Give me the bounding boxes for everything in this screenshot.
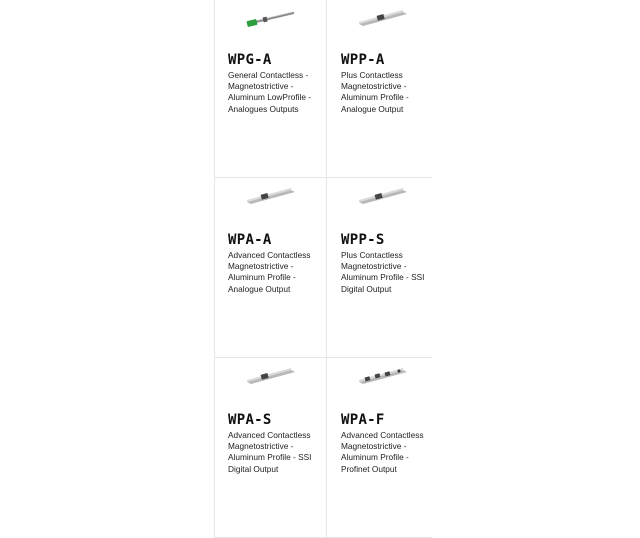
product-name[interactable]: WPP-A: [341, 52, 385, 68]
aluminum-profile-sensor-icon: [355, 186, 411, 206]
product-card-wpp-a[interactable]: [326, 0, 432, 178]
aluminum-profile-sensor-icon: [243, 186, 299, 206]
product-description: Plus Contactless Magnetostrictive - Aluminum Profile - Analogue Output: [341, 70, 409, 114]
product-name[interactable]: WPA-A: [228, 232, 272, 248]
green-connector-sensor-rod-icon: [243, 8, 299, 28]
product-grid: [214, 0, 432, 538]
product-card-wpp-s[interactable]: [326, 178, 432, 358]
product-name[interactable]: WPP-S: [341, 232, 385, 248]
product-description: Plus Contactless Magnetostrictive - Aluminum Profile - SSI Digital Output: [341, 250, 425, 294]
product-card-wpa-a[interactable]: [214, 178, 326, 358]
product-card-wpg-a[interactable]: [214, 0, 326, 178]
product-description: Advanced Contactless Magnetostrictive - Aluminum Profile - Analogue Output: [228, 250, 311, 294]
profinet-sensor-multiple-connectors-icon: [355, 366, 411, 386]
product-name[interactable]: WPA-S: [228, 412, 272, 428]
product-description: Advanced Contactless Magnetostrictive - Aluminum Profile - SSI Digital Output: [228, 430, 312, 474]
product-name[interactable]: WPA-F: [341, 412, 385, 428]
aluminum-profile-sensor-icon: [243, 366, 299, 386]
product-name[interactable]: WPG-A: [228, 52, 272, 68]
aluminum-profile-sensor-icon: [355, 8, 411, 28]
product-card-wpa-f[interactable]: [326, 358, 432, 538]
product-card-wpa-s[interactable]: [214, 358, 326, 538]
product-description: Advanced Contactless Magnetostrictive - Aluminum Profile - Profinet Output: [341, 430, 424, 474]
product-description: General Contactless - Magnetostrictive - Aluminum LowProfile - Analogues Outputs: [228, 70, 311, 114]
